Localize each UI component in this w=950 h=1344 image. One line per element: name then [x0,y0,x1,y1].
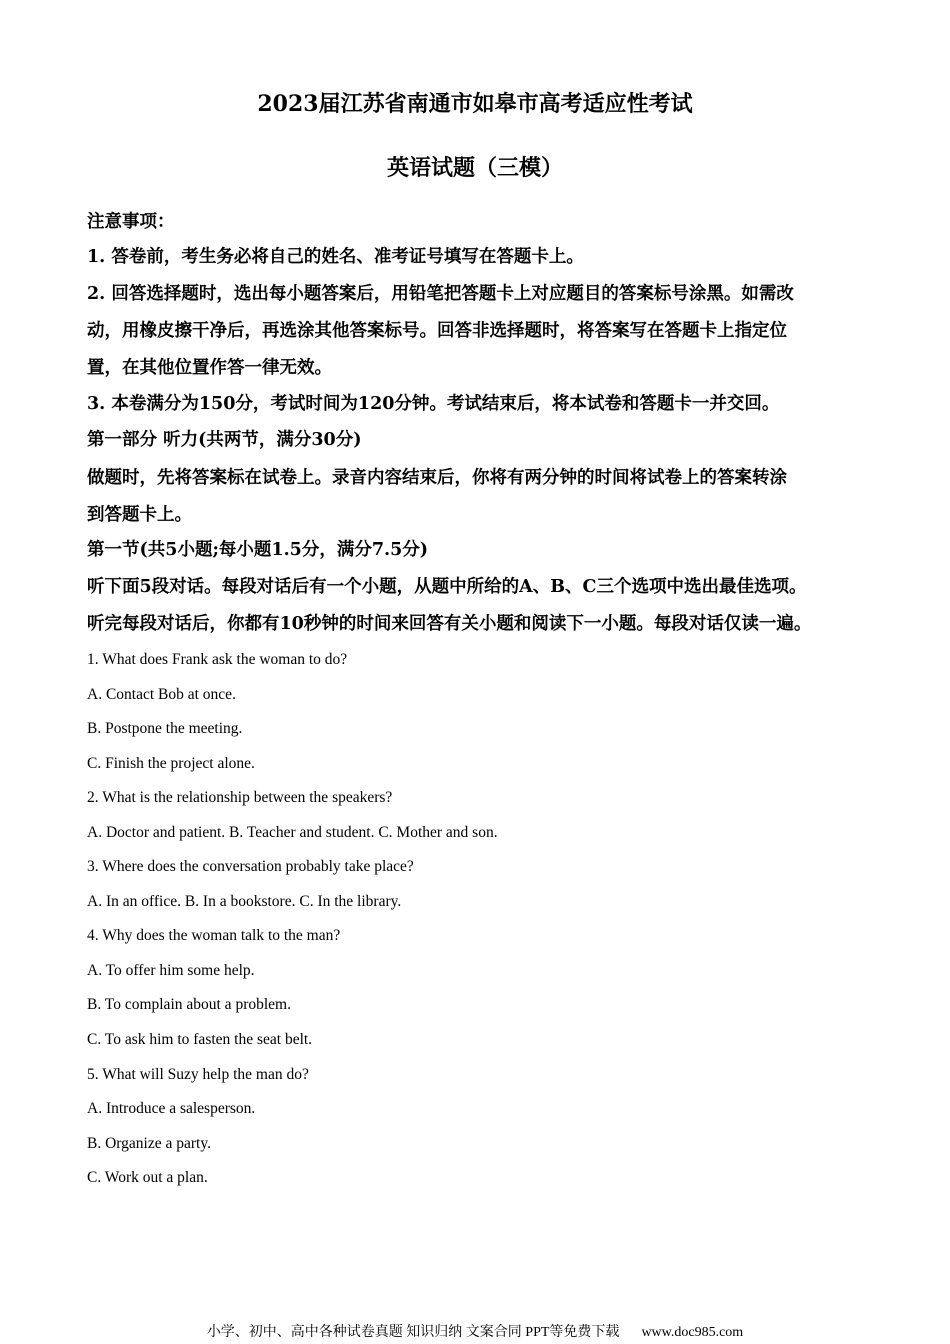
question-4-option-a: A. To offer him some help. [87,962,255,979]
instruction-item-1: 1. 答卷前，考生务必将自己的姓名、准考证号填写在答题卡上。 [87,247,584,267]
part1-desc-line-2: 到答题卡上。 [87,505,192,525]
page-subtitle: 英语试题（三模） [386,155,563,181]
question-5-option-a: A. Introduce a salesperson. [87,1100,256,1117]
question-3: 3. Where does the conversation probably take place? [87,858,414,875]
question-1-option-a: A. Contact Bob at once. [87,686,236,703]
section1-heading: 第一节(共5小题;每小题1.5分，满分7.5分) [87,540,429,560]
footer-text: 小学、初中、高中各种试卷真题 知识归纳 文案合同 PPT等免费下载 [206,1325,620,1340]
section1-desc-line-2: 听完每段对话后，你都有10秒钟的时间来回答有关小题和阅读下一小题。每段对话仅读一遍。 [87,614,812,634]
part1-desc-line-1: 做题时，先将答案标在试卷上。录音内容结束后，你将有两分钟的时间将试卷上的答案转涂 [87,468,787,488]
page-footer [0,1323,950,1343]
part1-heading: 第一部分 听力(共两节，满分30分) [87,430,362,450]
question-5-option-c: C. Work out a plan. [87,1169,208,1186]
instruction-item-2-line-1: 2. 回答选择题时，选出每小题答案后，用铅笔把答题卡上对应题目的答案标号涂黑。如需改 [87,284,794,304]
section1-desc-line-1: 听下面5段对话。每段对话后有一个小题，从题中所给的A、B、C三个选项中选出最佳选项。 [87,577,807,597]
footer-link[interactable]: www.doc985.com [641,1325,744,1340]
question-1-option-c: C. Finish the project alone. [87,755,255,772]
instruction-item-2-line-3: 置，在其他位置作答一律无效。 [87,358,332,378]
question-4-option-b: B. To complain about a problem. [87,996,291,1013]
question-2: 2. What is the relationship between the speakers? [87,789,393,806]
question-4: 4. Why does the woman talk to the man? [87,927,341,944]
question-5: 5. What will Suzy help the man do? [87,1066,309,1083]
instructions-heading: 注意事项： [87,212,175,232]
question-1: 1. What does Frank ask the woman to do? [87,651,348,668]
instruction-item-2-line-2: 动，用橡皮擦干净后，再选涂其他答案标号。回答非选择题时，将答案写在答题卡上指定位 [87,321,787,341]
question-1-option-b: B. Postpone the meeting. [87,720,243,737]
page-title: 2023届江苏省南通市如皋市高考适应性考试 [257,91,693,117]
question-2-options: A. Doctor and patient. B. Teacher and student. C. Mother and son. [87,824,498,841]
question-3-options: A. In an office. B. In a bookstore. C. In the library. [87,893,402,910]
question-4-option-c: C. To ask him to fasten the seat belt. [87,1031,313,1048]
instruction-item-3: 3. 本卷满分为150分，考试时间为120分钟。考试结束后，将本试卷和答题卡一并交回。 [87,394,780,414]
question-5-option-b: B. Organize a party. [87,1135,211,1152]
